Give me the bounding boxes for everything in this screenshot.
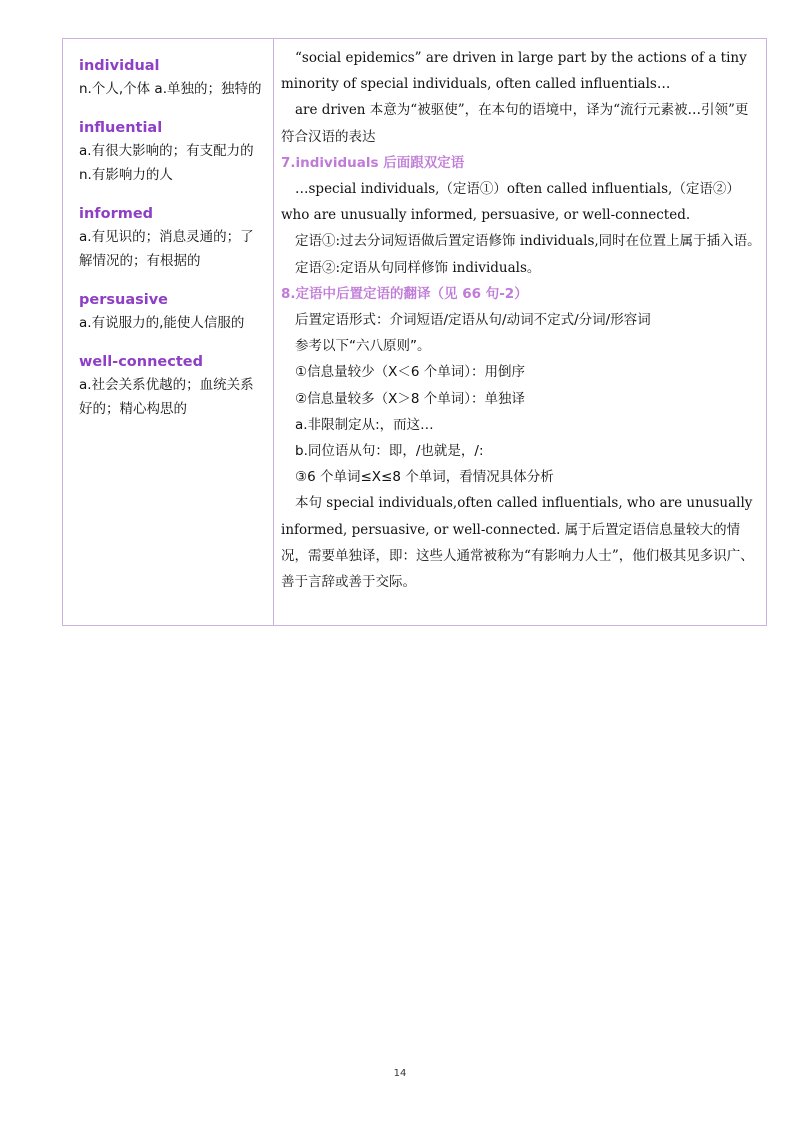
conclusion-note: 本句 special individuals,often called influentials, who are unusually informed, persuasive, or well-connected. 属于后置定语信息量较大的情况，需要单独译，即：这些人通常被称为“有影响力人士”，他们极其见多识广、善于言辞或善于交际。 bbox=[281, 495, 754, 591]
attributive-sentence: …special individuals,（定语①）often called influentials,（定语②）who are unusually informed, persuasive, or well-connected. bbox=[281, 181, 740, 224]
vocab-term: persuasive bbox=[79, 292, 168, 308]
rule-2b: b.同位语从句：即，/也就是，/: bbox=[295, 443, 484, 460]
vocab-definition: a.有很大影响的；有支配力的 n.有影响力的人 bbox=[79, 143, 254, 183]
reference-note: 参考以下“六八原则”。 bbox=[295, 338, 431, 355]
attributive-2-note: 定语②:定语从句同样修饰 individuals。 bbox=[295, 259, 541, 276]
vocab-entry bbox=[79, 203, 267, 273]
vocab-definition: a.有见识的；消息灵通的；了解情况的；有根据的 bbox=[79, 229, 254, 269]
notes-column bbox=[281, 45, 761, 595]
vocab-term: informed bbox=[79, 206, 154, 222]
quote-text: “social epidemics” are driven in large part by the actions of a tiny minority of special individuals, often called influentials… bbox=[281, 50, 747, 93]
heading-8: 8.定语中后置定语的翻译（见 66 句-2） bbox=[281, 285, 528, 302]
rule-2a: a.非限制定从:，而这… bbox=[295, 416, 434, 433]
vocab-entry bbox=[79, 117, 267, 187]
column-divider bbox=[273, 39, 274, 625]
vocab-entry bbox=[79, 55, 267, 101]
notes-table bbox=[62, 38, 767, 626]
rule-1: ①信息量较少（X＜6 个单词）：用倒序 bbox=[295, 364, 525, 381]
forms-note: 后置定语形式：介词短语/定语从句/动词不定式/分词/形容词 bbox=[295, 312, 651, 329]
vocab-entry bbox=[79, 351, 267, 421]
rule-3: ③6 个单词≤X≤8 个单词，看情况具体分析 bbox=[295, 469, 554, 486]
vocab-term: influential bbox=[79, 120, 163, 136]
attributive-1-note: 定语①:过去分词短语做后置定语修饰 individuals,同时在位置上属于插入语。 bbox=[295, 233, 761, 250]
driven-note: are driven 本意为“被驱使”，在本句的语境中，译为“流行元素被…引领”更符合汉语的表达 bbox=[281, 102, 749, 145]
rule-2: ②信息量较多（X＞8 个单词）：单独译 bbox=[295, 390, 525, 407]
vocabulary-column bbox=[79, 55, 267, 437]
page-number: 14 bbox=[393, 1068, 407, 1079]
vocab-definition: a.有说服力的,能使人信服的 bbox=[79, 315, 245, 331]
vocab-term: well-connected bbox=[79, 354, 203, 370]
vocab-entry bbox=[79, 289, 267, 335]
vocab-definition: a.社会关系优越的；血统关系好的；精心构思的 bbox=[79, 377, 254, 417]
vocab-term: individual bbox=[79, 58, 160, 74]
vocab-definition: n.个人,个体 a.单独的；独特的 bbox=[79, 81, 262, 97]
heading-7: 7.individuals 后面跟双定语 bbox=[281, 154, 465, 171]
